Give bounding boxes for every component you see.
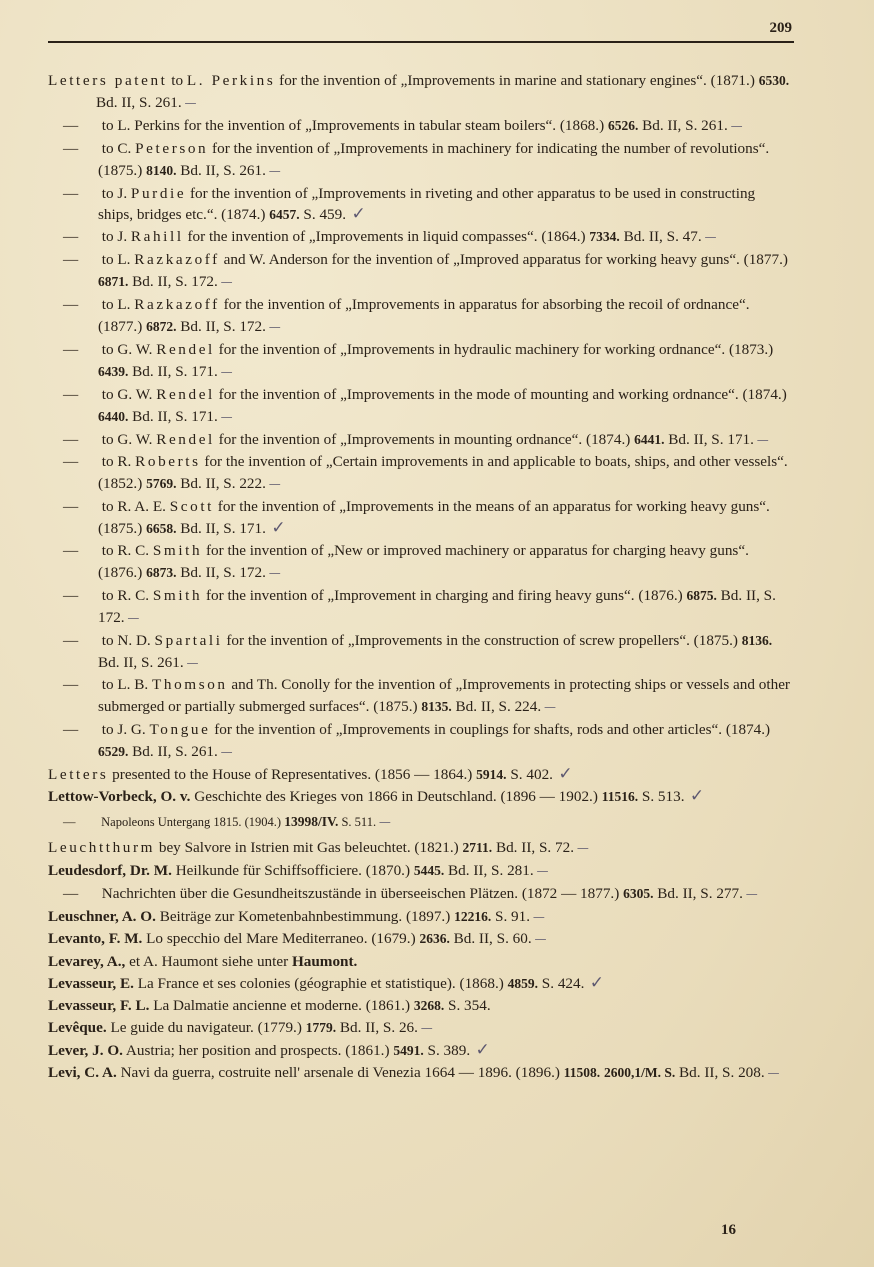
entry-author: Levarey, A., [48, 953, 126, 971]
pencil-dash-mark: — [701, 230, 716, 245]
entry-heading: Letters [48, 766, 109, 784]
entry-title: and Th. Conolly for the invention of „Improvements in protecting ships or vessels and other submerged or partially submerged surfaces“. (1875.) [98, 676, 790, 716]
entry-see-also: Haumont. [291, 953, 358, 971]
pencil-dash-mark: — [217, 275, 232, 290]
entry-reference: Bd. II, S. 171. [664, 430, 754, 448]
index-entry [48, 249, 792, 294]
entry-name: Smith [152, 542, 203, 560]
pencil-dash-mark: — [181, 95, 196, 110]
entry-number: 6305. [623, 885, 654, 901]
entry-text: to N. D. [98, 631, 155, 649]
index-entry [48, 764, 792, 786]
entry-author: Levêque. [48, 1019, 107, 1037]
entry-name: Tongue [149, 721, 211, 739]
entry-reference: S. 91. [491, 907, 531, 925]
pencil-dash-mark: — [531, 932, 546, 947]
entry-author: Levasseur, E. [48, 975, 134, 993]
entry-reference: Bd. II, S. 261. [128, 743, 218, 761]
entry-text: Heilkunde für Schiffsofficiere. (1870.) [171, 861, 414, 879]
entry-number: 7334. [589, 229, 620, 245]
entry-number: 5445. [413, 862, 445, 878]
pencil-dash-mark: — [183, 655, 198, 670]
header-rule [48, 41, 794, 43]
entry-name: Rendel [156, 340, 215, 358]
entry-text: to G. W. [98, 340, 157, 358]
index-entry [48, 719, 792, 764]
pencil-dash-mark: — [742, 886, 757, 901]
entry-number: 2636. [419, 931, 450, 947]
entry-text: to G. W. [98, 385, 157, 403]
entry-author: Levasseur, F. L. [48, 997, 150, 1015]
entry-text: to R. C. [98, 542, 153, 560]
entry-author: Lettow-Vorbeck, O. v. [48, 788, 191, 805]
page-number-bottom: 16 [721, 1222, 736, 1238]
index-entry [48, 1017, 792, 1040]
index-entry [48, 429, 792, 452]
entry-number: 8140. [146, 162, 177, 178]
entry-reference: S. 513. [638, 788, 685, 805]
pencil-check-mark: ✓ [584, 973, 605, 994]
index-entry [48, 1040, 792, 1062]
pencil-dash-mark: — [265, 319, 280, 334]
pencil-dash-mark: — [533, 863, 548, 878]
entry-reference: Bd. II, S. 60. [449, 930, 532, 948]
pencil-check-mark: ✓ [346, 204, 366, 225]
entry-reference: Bd. II, S. 277. [653, 884, 743, 902]
pencil-dash-mark: — [541, 700, 555, 715]
entry-name: Scott [169, 498, 214, 516]
entry-text: to C. [98, 139, 136, 157]
index-entry [48, 138, 792, 183]
pencil-check-mark: ✓ [552, 764, 573, 785]
entry-author: Leudesdorf, Dr. M. [48, 861, 172, 879]
index-entry [48, 928, 792, 951]
entry-number: 8135. [421, 699, 452, 715]
index-entry [48, 384, 792, 429]
entry-title: for the invention of „Improvements in couplings for shafts, rods and other articles“. (1874.) [210, 721, 771, 739]
index-entry [48, 70, 792, 115]
entry-number: 6873. [146, 564, 177, 580]
entry-dash: — [63, 116, 79, 134]
entry-title: for the invention of „Certain improvements in and applicable to boats, ships, and other vessels“. (1852.) [98, 453, 788, 493]
entry-dash: — [63, 586, 79, 604]
entry-name: Rahill [130, 228, 184, 246]
entry-reference: Bd. II, S. 172. [128, 273, 218, 291]
pencil-dash-mark: — [265, 163, 280, 178]
entry-name: Razkazoff [134, 251, 220, 269]
entry-name: Spartali [154, 631, 223, 649]
entry-number: 6530. [758, 73, 790, 88]
entry-title: for the invention of „Improvements in the construction of screw propellers“. (1875.) [222, 631, 742, 649]
entry-number: 6439. [98, 363, 129, 379]
page-number-top: 209 [769, 20, 792, 36]
entry-reference: Bd. II, S. 171. [176, 520, 266, 538]
entry-text: Napoleons Untergang 1815. (1904.) [98, 814, 285, 829]
index-entry [48, 860, 792, 883]
entry-reference: S. 459. [299, 206, 347, 224]
entry-text: to J. [98, 228, 131, 246]
entry-number: 6440. [98, 408, 129, 424]
entry-dash: — [63, 340, 79, 358]
entry-name: Roberts [135, 453, 201, 471]
entry-dash: — [63, 139, 79, 157]
pencil-check-mark: ✓ [470, 1039, 490, 1060]
entry-text: Geschichte des Krieges von 1866 in Deutschland. (1896 — 1902.) [190, 788, 602, 805]
entry-text: to J. [98, 184, 131, 202]
entry-text: Beiträge zur Kometenbahnbestimmung. (1897.) [155, 907, 455, 925]
entry-text: to R. A. E. [98, 498, 170, 516]
index-entry [48, 451, 792, 496]
entry-reference: S. 424. [537, 975, 585, 993]
index-entry [48, 339, 792, 384]
entry-text: et A. Haumont siehe unter [125, 953, 292, 971]
entry-dash: — [63, 542, 79, 560]
entry-name: Purdie [130, 184, 187, 202]
entry-text: to L. Perkins for the invention of „Improvements in tabular steam boilers“. (1868.) [98, 116, 608, 134]
pencil-dash-mark: — [574, 840, 588, 855]
pencil-dash-mark: — [417, 1021, 432, 1036]
entry-name: Rendel [156, 385, 215, 403]
entry-title: for the invention of „Improvements in marine and stationary engines“. (1871.) [275, 72, 759, 89]
entry-title: for the invention of „Improvement in charging and firing heavy guns“. (1876.) [202, 586, 687, 604]
pencil-dash-mark: — [265, 477, 280, 492]
entry-number: 12216. [454, 908, 492, 924]
entry-reference: Bd. II, S. 281. [444, 861, 534, 879]
entry-title: and W. Anderson for the invention of „Improved apparatus for working heavy guns“. (1877.) [219, 251, 788, 269]
entry-dash: — [63, 631, 79, 649]
index-entry [48, 786, 792, 808]
entry-name: Peterson [135, 139, 209, 157]
entry-name: Rendel [156, 430, 215, 448]
entry-dash: — [63, 228, 79, 246]
entry-title: for the invention of „Improvements in the mode of mounting and working ordnance“. (1874.) [214, 385, 787, 403]
entry-reference: Bd. II, S. 222. [176, 475, 266, 493]
index-entry [48, 973, 792, 995]
entry-number: 6872. [146, 318, 177, 334]
pencil-dash-mark: — [530, 909, 544, 924]
entry-reference: Bd. II, S. 26. [336, 1019, 418, 1037]
entry-author: Levanto, F. M. [48, 930, 143, 948]
index-entry [48, 115, 792, 138]
index-entry [48, 951, 792, 973]
index-entry [48, 183, 792, 227]
entry-title: for the invention of „Improvements in hydraulic machinery for working ordnance“. (1873.) [214, 340, 774, 358]
pencil-dash-mark: — [217, 745, 232, 760]
pencil-dash-mark: — [764, 1065, 779, 1080]
index-entries [48, 70, 792, 1085]
entry-title: for the invention of „Improvements in riveting and other apparatus to be used in constructing ships, bridges etc.“. (1874.) [98, 184, 756, 224]
pencil-check-mark: ✓ [684, 786, 705, 806]
index-entry [48, 294, 792, 339]
entry-text: presented to the House of Representatives. (1856 — 1864.) [108, 766, 477, 784]
entry-heading: Leuchtthurm [48, 838, 156, 856]
entry-text: Le guide du navigateur. (1779.) [106, 1019, 306, 1037]
entry-number: 6529. [98, 744, 129, 760]
entry-reference: Bd. II, S. 72. [492, 838, 575, 856]
entry-number: 6875. [686, 587, 717, 603]
entry-text: to G. W. [98, 430, 157, 448]
entry-text: Nachrichten über die Gesundheitszustände in überseeischen Plätzen. (1872 — 1877.) [98, 884, 624, 902]
entry-dash: — [63, 184, 79, 202]
entry-dash: — [63, 453, 79, 471]
entry-number-2: 2600,1/M. S. [603, 1064, 676, 1080]
entry-reference: S. 354. [444, 997, 491, 1015]
pencil-dash-mark: — [753, 432, 768, 447]
entry-text: Navi da guerra, costruite nell' arsenale di Venezia 1664 — 1896. (1896.) [116, 1063, 564, 1081]
entry-dash: — [63, 251, 79, 269]
entry-reference: Bd. II, S. 172. [176, 317, 266, 335]
entry-number: 2711. [462, 839, 493, 855]
entry-reference: Bd. II, S. 172. [176, 563, 266, 581]
index-entry [48, 906, 792, 929]
entry-text: to [167, 72, 187, 89]
entry-text: to L. B. [98, 676, 153, 694]
index-entry [48, 883, 792, 906]
entry-title: for the invention of „Improvements in liquid compasses“. (1864.) [183, 228, 590, 246]
entry-text: Austria; her position and prospects. (1861.) [122, 1041, 394, 1059]
entry-dash: — [63, 385, 79, 403]
entry-number: 6658. [146, 521, 177, 537]
entry-dash: — [63, 721, 79, 739]
index-entry [48, 837, 792, 860]
pencil-check-mark: ✓ [265, 518, 286, 539]
entry-text: to J. G. [98, 721, 150, 739]
entry-number: 5914. [476, 767, 507, 783]
entry-name: Razkazoff [134, 296, 220, 314]
pencil-dash-mark: — [376, 814, 390, 829]
entry-number: 5491. [393, 1042, 424, 1058]
pencil-dash-mark: — [217, 409, 232, 424]
entry-dash: — [63, 430, 79, 448]
entry-author: Levi, C. A. [48, 1063, 117, 1081]
entry-text: to R. [98, 453, 136, 471]
entry-text: to L. [98, 296, 135, 314]
index-entry [48, 630, 792, 675]
entry-dash: — [63, 814, 76, 829]
entry-text: to R. C. [98, 586, 153, 604]
entry-dash: — [63, 676, 79, 694]
entry-title: for the invention of „Improvements in apparatus for absorbing the recoil of ordnance“. (1877.) [98, 296, 750, 335]
index-entry [48, 585, 792, 630]
entry-dash: — [63, 296, 79, 314]
entry-reference: Bd. II, S. 224. [451, 698, 542, 716]
index-entry [48, 1062, 792, 1085]
entry-number: 11516. [601, 789, 639, 804]
entry-reference: Bd. II, S. 261. [638, 116, 728, 134]
entry-reference: Bd. II, S. 261. [176, 161, 266, 179]
entry-number: 3268. [413, 998, 445, 1014]
index-entry [48, 674, 792, 719]
entry-text: to L. [98, 251, 135, 269]
entry-author: Lever, J. O. [48, 1041, 123, 1059]
entry-text: La Dalmatie ancienne et moderne. (1861.) [149, 997, 414, 1015]
entry-dash: — [63, 498, 79, 516]
entry-title: for the invention of „Improvements in the means of an apparatus for working heavy guns“. (1875.) [98, 498, 770, 538]
entry-number: 13998/IV. [284, 813, 339, 829]
entry-number: 11508. [563, 1064, 601, 1080]
entry-number: 8136. [741, 632, 773, 648]
entry-author: Leuschner, A. O. [48, 907, 156, 925]
entry-title: for the invention of „Improvements in machinery for indicating the number of revolutions“. (1875.) [98, 139, 770, 179]
entry-number: 6441. [634, 431, 665, 447]
entry-text: La France et ses colonies (géographie et statistique). (1868.) [133, 975, 508, 993]
entry-reference: Bd. II, S. 261. [96, 93, 182, 111]
pencil-dash-mark: — [727, 118, 742, 133]
index-entry [48, 995, 792, 1017]
entry-text: Lo specchio del Mare Mediterraneo. (1679.) [142, 930, 420, 948]
entry-reference: Bd. II, S. 171. [128, 407, 218, 425]
entry-name: Smith [152, 586, 203, 604]
entry-reference-2: Bd. II, S. 208. [675, 1063, 765, 1081]
entry-reference: S. 402. [506, 766, 553, 784]
index-entry [48, 496, 792, 540]
entry-title: for the invention of „New or improved machinery or apparatus for charging heavy guns“. (1876.) [98, 542, 749, 581]
entry-reference: S. 511. [338, 814, 377, 829]
entry-title: for the invention of „Improvements in mounting ordnance“. (1874.) [214, 430, 635, 448]
entry-number: 6871. [98, 274, 129, 290]
pencil-dash-mark: — [217, 364, 232, 379]
index-entry [48, 540, 792, 585]
pencil-dash-mark: — [124, 610, 139, 625]
entry-reference: Bd. II, S. 261. [98, 653, 184, 671]
entry-number: 6457. [269, 207, 300, 223]
entry-name: Thomson [152, 676, 228, 694]
entry-text: bey Salvore in Istrien mit Gas beleuchtet. (1821.) [155, 838, 463, 856]
index-entry [48, 226, 792, 249]
index-entry [48, 811, 792, 834]
entry-number: 1779. [305, 1020, 337, 1036]
entry-name: L. Perkins [186, 72, 276, 89]
entry-reference: Bd. II, S. 172. [98, 586, 776, 626]
entry-number: 6526. [607, 117, 639, 133]
entry-reference: S. 389. [423, 1041, 471, 1059]
entry-heading: Letters patent [48, 72, 168, 89]
entry-dash: — [63, 884, 79, 902]
entry-number: 5769. [146, 476, 177, 492]
entry-reference: Bd. II, S. 47. [619, 228, 702, 246]
entry-reference: Bd. II, S. 171. [128, 362, 218, 380]
entry-number: 4859. [507, 976, 538, 992]
pencil-dash-mark: — [265, 565, 280, 580]
